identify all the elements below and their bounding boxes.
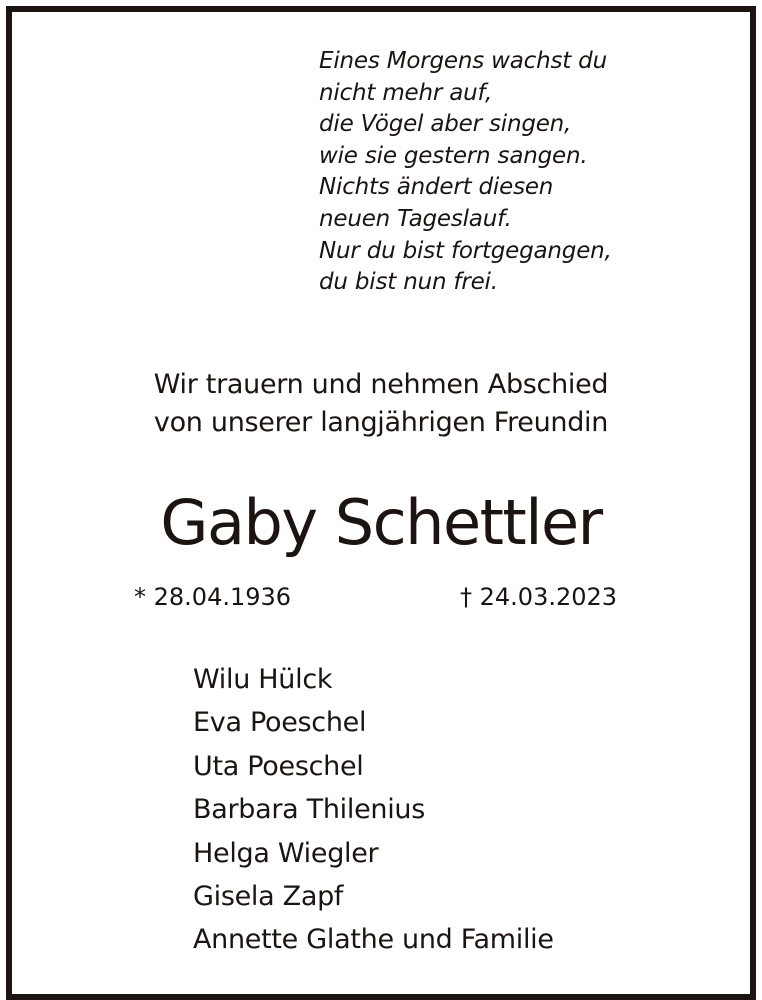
poem-line: neuen Tageslauf. <box>319 205 512 232</box>
mourner-name: Wilu Hülck <box>193 664 333 695</box>
deceased-name: Gaby Schettler <box>160 486 602 559</box>
mourners-list <box>193 658 554 962</box>
announcement-line: von unserer langjährigen Freundin <box>153 407 609 438</box>
mourner-name: Eva Poeschel <box>193 707 367 739</box>
poem-line: Nur du bist fortgegangen, <box>319 237 612 264</box>
mourner-name: Barbara Thilenius <box>193 794 425 826</box>
poem-line: wie sie gestern sangen. <box>319 142 588 169</box>
mourner-name: Uta Poeschel <box>193 750 364 782</box>
poem-line: Eines Morgens wachst du <box>319 48 607 74</box>
poem-line: du bist nun frei. <box>319 269 498 296</box>
poem-line: Nichts ändert diesen <box>319 174 554 201</box>
poem-line: nicht mehr auf, <box>319 79 493 106</box>
death-date: † 24.03.2023 <box>460 583 618 611</box>
poem <box>319 46 679 299</box>
mourner-name: Gisela Zapf <box>193 881 344 913</box>
mourner-name: Annette Glathe und Familie <box>193 924 554 956</box>
birth-date: * 28.04.1936 <box>134 583 292 611</box>
poem-line: die Vögel aber singen, <box>319 111 572 138</box>
announcement-line: Wir trauern und nehmen Abschied <box>153 369 609 400</box>
mourner-name: Helga Wiegler <box>193 837 379 869</box>
announcement-text <box>0 366 762 442</box>
